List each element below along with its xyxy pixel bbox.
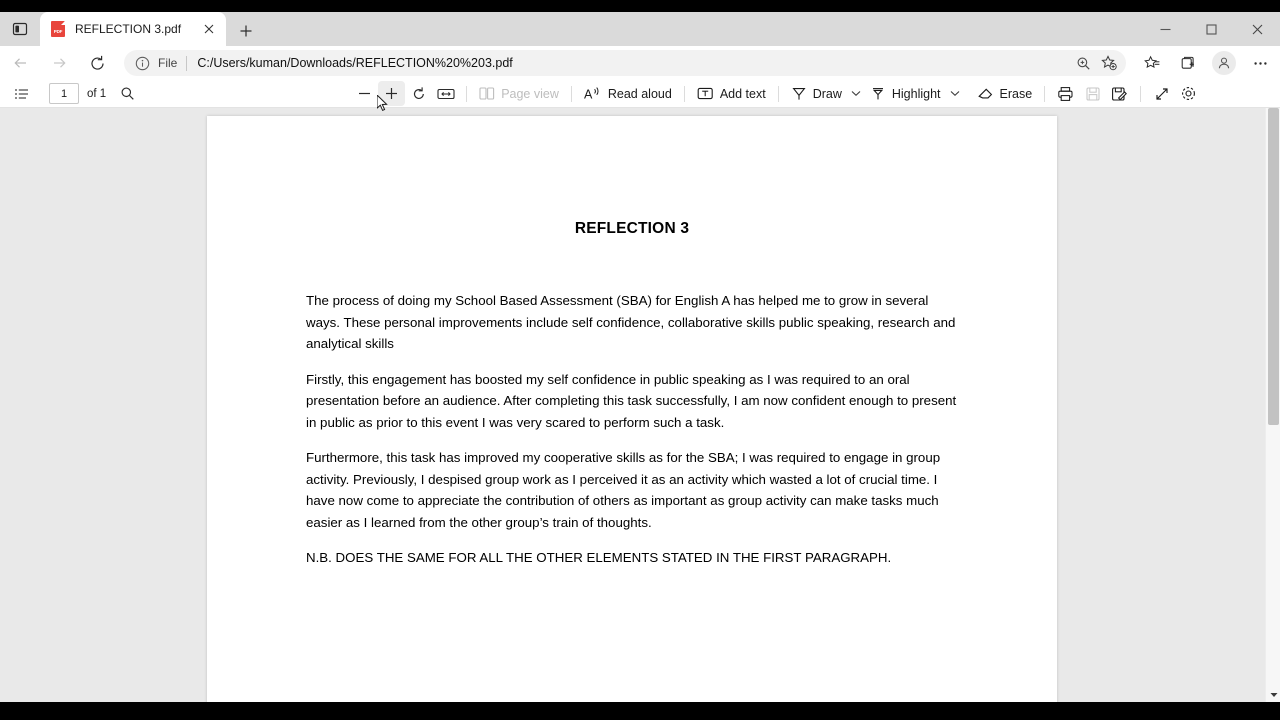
browser-actions bbox=[1132, 48, 1276, 78]
tab-strip bbox=[0, 12, 1280, 46]
favorites-star-icon bbox=[1144, 55, 1161, 72]
scroll-down-button[interactable] bbox=[1266, 687, 1280, 702]
page-total-label: of 1 bbox=[87, 87, 107, 100]
toolbar-divider-5 bbox=[1044, 86, 1045, 102]
gear-icon bbox=[1180, 85, 1197, 102]
pdf-page bbox=[207, 116, 1057, 702]
add-text-button[interactable] bbox=[692, 81, 771, 106]
draw-label: Draw bbox=[812, 86, 842, 101]
read-aloud-label: Read aloud bbox=[607, 86, 672, 101]
pdf-toolbar bbox=[0, 80, 1280, 108]
eraser-icon bbox=[977, 86, 994, 102]
plus-icon bbox=[384, 86, 399, 101]
page-view-icon bbox=[479, 86, 495, 101]
back-button[interactable] bbox=[4, 48, 38, 78]
tab-actions-icon bbox=[12, 21, 28, 37]
close-tab-icon[interactable] bbox=[198, 18, 220, 40]
erase-button[interactable] bbox=[972, 81, 1038, 106]
profile-button[interactable] bbox=[1208, 48, 1240, 78]
window-bottom-black-bar bbox=[0, 702, 1280, 720]
maximize-button[interactable] bbox=[1188, 13, 1234, 45]
page-view-label: Page view bbox=[501, 86, 559, 101]
url-bar-actions bbox=[1070, 50, 1122, 76]
read-aloud-button[interactable] bbox=[579, 81, 677, 106]
tab-actions-button[interactable] bbox=[0, 12, 40, 46]
highlight-label: Highlight bbox=[891, 86, 941, 101]
fit-width-icon bbox=[437, 87, 455, 101]
page-number-value: 1 bbox=[60, 87, 68, 100]
draw-button[interactable] bbox=[786, 81, 847, 106]
toolbar-divider-2 bbox=[571, 86, 572, 102]
collections-button[interactable] bbox=[1172, 48, 1204, 78]
minimize-icon bbox=[1160, 24, 1171, 35]
add-favorite-icon[interactable] bbox=[1096, 51, 1122, 75]
url-scheme-label: File bbox=[158, 56, 178, 70]
svg-text:A: A bbox=[583, 87, 593, 101]
add-text-icon bbox=[697, 86, 714, 101]
rotate-button[interactable] bbox=[405, 81, 432, 106]
minimize-button[interactable] bbox=[1142, 13, 1188, 45]
zoom-magnifier-icon[interactable] bbox=[1070, 51, 1096, 75]
search-icon bbox=[120, 86, 135, 101]
toolbar-divider-3 bbox=[684, 86, 685, 102]
save-as-icon bbox=[1111, 86, 1128, 102]
window-controls bbox=[1142, 12, 1280, 46]
caret-down-icon bbox=[1270, 692, 1278, 698]
url-bar[interactable] bbox=[124, 50, 1126, 76]
read-aloud-icon bbox=[584, 86, 602, 101]
add-text-label: Add text bbox=[719, 86, 766, 101]
plus-icon bbox=[239, 24, 253, 38]
highlight-dropdown-button[interactable] bbox=[946, 81, 964, 106]
ellipsis-icon bbox=[1252, 55, 1269, 72]
printer-icon bbox=[1057, 86, 1074, 102]
info-circle-icon[interactable] bbox=[134, 55, 151, 72]
table-of-contents-button[interactable] bbox=[8, 81, 35, 106]
star-plus-icon bbox=[1101, 55, 1117, 71]
pdf-settings-button[interactable] bbox=[1175, 81, 1202, 106]
close-window-icon bbox=[1252, 24, 1263, 35]
find-button[interactable] bbox=[114, 81, 141, 106]
fullscreen-button[interactable] bbox=[1148, 81, 1175, 106]
expand-arrows-icon bbox=[1154, 86, 1170, 102]
highlight-button[interactable] bbox=[865, 81, 946, 106]
close-window-button[interactable] bbox=[1234, 13, 1280, 45]
favorites-button[interactable] bbox=[1136, 48, 1168, 78]
save-as-button[interactable] bbox=[1106, 81, 1133, 106]
toolbar-divider-4 bbox=[778, 86, 779, 102]
collections-icon bbox=[1180, 55, 1197, 72]
window-top-black-bar bbox=[0, 0, 1280, 12]
page-number-input[interactable] bbox=[49, 83, 79, 104]
url-text: C:/Users/kuman/Downloads/REFLECTION%20%203.pdf bbox=[197, 56, 513, 70]
save-disk-icon bbox=[1085, 86, 1101, 102]
toolbar-divider-6 bbox=[1140, 86, 1141, 102]
forward-button[interactable] bbox=[42, 48, 76, 78]
browser-tab[interactable] bbox=[40, 12, 226, 46]
document-title: REFLECTION 3 bbox=[574, 220, 690, 237]
zoom-out-button[interactable] bbox=[351, 81, 378, 106]
arrow-left-icon bbox=[12, 54, 30, 72]
refresh-icon bbox=[89, 55, 106, 72]
scrollbar-thumb[interactable] bbox=[1268, 108, 1279, 425]
document-paragraph: Furthermore, this task has improved my cooperative skills as for the SBA; I was required to engage in group activity. Previously, I despised group work as I perceived it as an activity which wasted a lot of crucial time. I have now come to appreciate the contribution of others as important as group activity can make tasks much easier as I learned from the other group’s train of thoughts. bbox=[306, 450, 941, 530]
draw-pen-icon bbox=[791, 86, 807, 102]
chevron-down-icon bbox=[950, 90, 960, 97]
refresh-button[interactable] bbox=[80, 48, 114, 78]
new-tab-button[interactable] bbox=[230, 16, 262, 46]
highlighter-icon bbox=[870, 86, 886, 102]
rotate-icon bbox=[411, 86, 427, 102]
chevron-down-icon bbox=[851, 90, 861, 97]
avatar bbox=[1212, 51, 1236, 75]
zoom-in-button[interactable] bbox=[378, 81, 405, 106]
document-paragraph: Firstly, this engagement has boosted my self confidence in public speaking as I was required to an oral presentation before an audience. After completing this task successfully, I am now confident enough to present in public as prior to this event I was very scared to perform such a task. bbox=[306, 371, 957, 430]
close-icon bbox=[204, 24, 214, 34]
minus-icon bbox=[357, 86, 372, 101]
url-separator bbox=[186, 56, 187, 71]
settings-and-more-button[interactable] bbox=[1244, 48, 1276, 78]
document-note-paragraph: N.B. DOES THE SAME FOR ALL THE OTHER ELEMENTS STATED IN THE FIRST PARAGRAPH. bbox=[306, 550, 892, 565]
document-paragraph: The process of doing my School Based Assessment (SBA) for English A has helped me to grow in several ways. These personal improvements include self confidence, collaborative skills public speaking, research and analytical skills bbox=[306, 293, 956, 351]
draw-dropdown-button[interactable] bbox=[847, 81, 865, 106]
toolbar-divider bbox=[466, 86, 467, 102]
person-icon bbox=[1217, 56, 1231, 70]
save-button[interactable] bbox=[1079, 81, 1106, 106]
magnifier-plus-icon bbox=[1076, 56, 1091, 71]
erase-label: Erase bbox=[999, 86, 1033, 101]
page-view-button[interactable] bbox=[474, 81, 564, 106]
maximize-icon bbox=[1206, 24, 1217, 35]
print-button[interactable] bbox=[1052, 81, 1079, 106]
arrow-right-icon bbox=[50, 54, 68, 72]
document-body bbox=[306, 238, 958, 569]
info-icon bbox=[134, 55, 151, 72]
toc-icon bbox=[14, 86, 30, 102]
pdf-viewer[interactable] bbox=[0, 108, 1280, 702]
pdf-file-icon bbox=[50, 21, 66, 37]
address-bar bbox=[0, 46, 1280, 80]
fit-to-width-button[interactable] bbox=[432, 81, 459, 106]
vertical-scrollbar[interactable] bbox=[1265, 108, 1280, 702]
tab-title: REFLECTION 3.pdf bbox=[75, 22, 182, 36]
